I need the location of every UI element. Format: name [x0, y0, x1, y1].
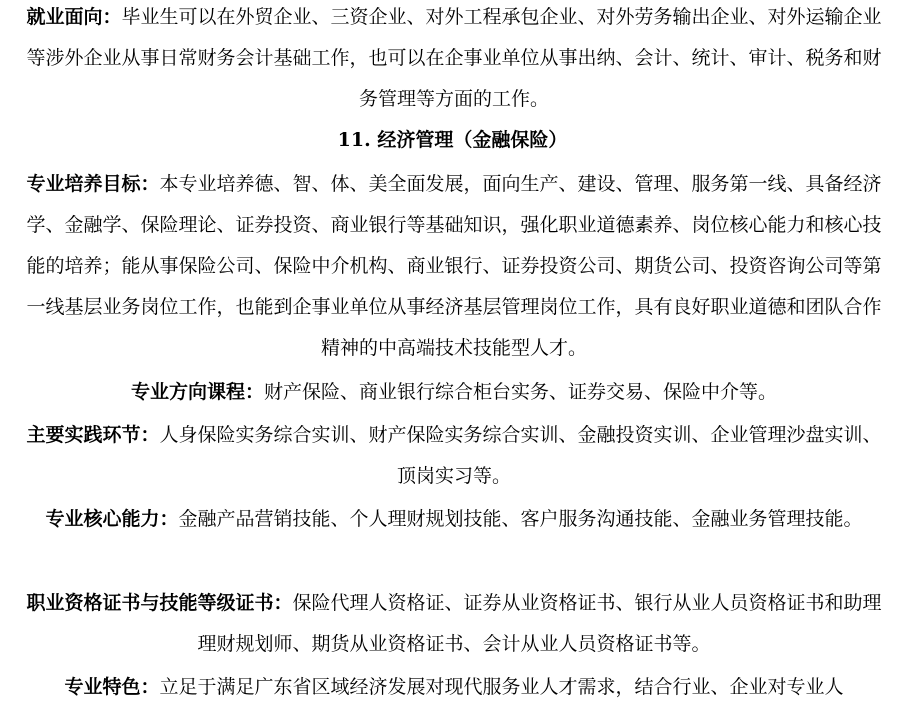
goal-text: 本专业培养德、智、体、美全面发展，面向生产、建设、管理、服务第一线、具备经济学、金融学、保险理论、证券投资、商业银行等基础知识，强化职业道德素养、岗位核心能力和核心技能的培养；能从事保险公司、保险中介机构、商业银行、证券投资公司、期货公司、投资咨询公司等第一线基层业务岗位工作，也能到企事业单位从事经济基层管理岗位工作，具有良好职业道德和团队合作精神的中高端技术技能型人才。: [26, 173, 882, 359]
courses-paragraph: [24, 372, 884, 413]
certificates-text: 保险代理人资格证、证券从业资格证书、银行从业人员资格证书和助理理财规划师、期货从业资格证书、会计从业人员资格证书等。: [197, 592, 882, 655]
employment-label: 就业面向：: [26, 6, 122, 28]
section-title: 经济管理（金融保险）: [377, 129, 568, 151]
courses-label: 专业方向课程：: [130, 381, 264, 403]
section-heading: [0, 120, 905, 161]
features-label: 专业特色：: [64, 676, 160, 698]
features-paragraph: [24, 667, 884, 708]
courses-text: 财产保险、商业银行综合柜台实务、证券交易、保险中介等。: [264, 381, 778, 403]
ability-text: 金融产品营销技能、个人理财规划技能、客户服务沟通技能、金融业务管理技能。: [178, 508, 863, 530]
practice-text: 人身保险实务综合实训、财产保险实务综合实训、金融投资实训、企业管理沙盘实训、顶岗实习等。: [159, 424, 882, 487]
practice-label: 主要实践环节：: [26, 424, 160, 446]
goal-label: 专业培养目标：: [26, 173, 160, 195]
employment-paragraph: [24, 0, 884, 120]
goal-paragraph: [24, 164, 884, 369]
ability-label: 专业核心能力：: [45, 508, 179, 530]
employment-text: 毕业生可以在外贸企业、三资企业、对外工程承包企业、对外劳务输出企业、对外运输企业等涉外企业从事日常财务会计基础工作，也可以在企事业单位从事出纳、会计、统计、审计、税务和财务管理等方面的工作。: [26, 6, 882, 110]
certificates-paragraph: [24, 583, 884, 665]
features-text: 立足于满足广东省区域经济发展对现代服务业人才需求，结合行业、企业对专业人: [159, 676, 844, 698]
practice-paragraph: [24, 415, 884, 497]
section-number: 11.: [337, 129, 371, 151]
ability-paragraph: [24, 499, 884, 540]
certificates-label: 职业资格证书与技能等级证书：: [26, 592, 293, 614]
